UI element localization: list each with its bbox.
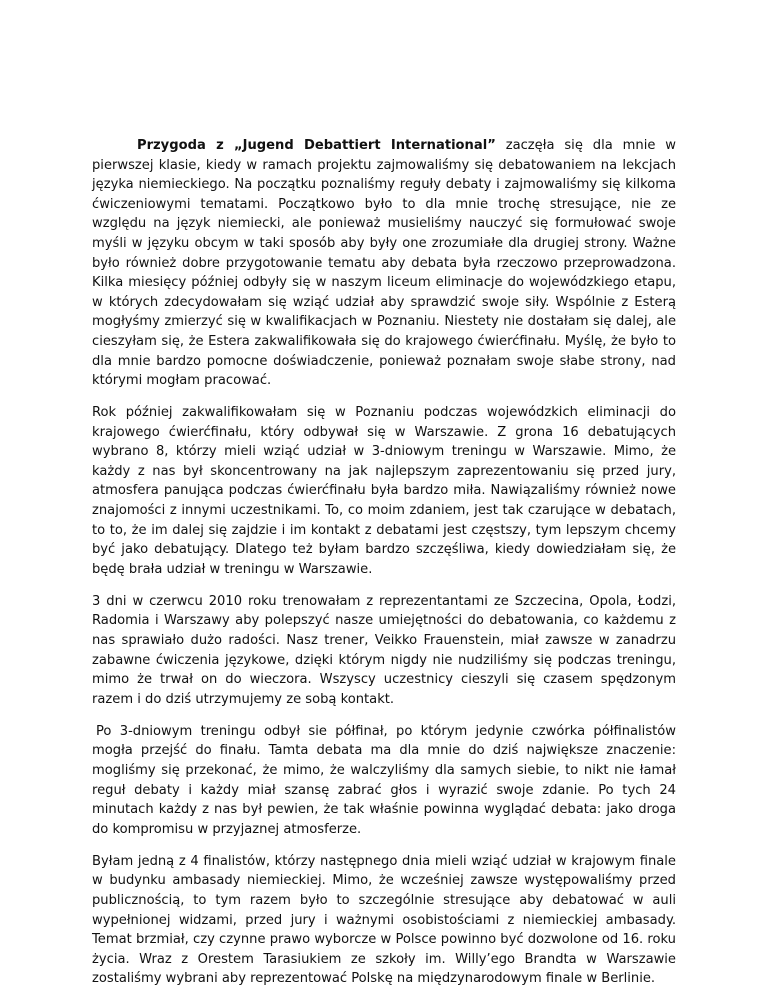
paragraph-final: Byłam jedną z 4 finalistów, którzy następnego dnia mieli wziąć udział w krajowym finale w budynku ambasady niemieckiej. Mimo, że wcześniej zawsze występowaliśmy przed publicznością, to tym razem było to szczególnie stresujące aby debatować w auli wypełnionej widzami, przed jury i ważnymi osobistościami z niemieckiej ambasady. Temat brzmiał, czy czynne prawo wyborcze w Polsce powinno być dozwolone od 16. roku życia. Wraz z Orestem Tarasiukiem ze szkoły im. Willy’ego Brandta w Warszawie zostaliśmy wybrani aby reprezentować Polskę na międzynarodowym finale w Berlinie. <box>92 853 676 987</box>
paragraph-intro-text: zaczęła się dla mnie w pierwszej klasie, kiedy w ramach projektu zajmowaliśmy się debatowaniem na lekcjach języka niemieckiego. Na początku poznaliśmy reguły debaty i zajmowaliśmy się kilkoma ćwiczeniowymi tematami. Początkowo było to dla mnie trochę stresujące, nie ze względu na język niemiecki, ale ponieważ musieliśmy nauczyć się formułować swoje myśli w języku obcym w taki sposób aby były one zrozumiałe dla drugiej strony. Ważne było również dobre przygotowanie tematu aby debata była rzeczowo przeprowadzona. Kilka miesięcy później odbyły się w naszym liceum eliminacje do wojewódzkiego etapu, w których zdecydowałam się wziąć udział aby sprawdzić swoje siły. Wspólnie z Esterą mogłyśmy zmierzyć się w kwalifikacjach w Poznaniu. Niestety nie dostałam się dalej, ale cieszyłam się, że Estera zakwalifikowała się do krajowego ćwierćfinału. Myślę, że było to dla mnie bardzo pomocne doświadczenie, ponieważ poznałam swoje słabe strony, nad którymi mogłam pracować. <box>92 138 676 389</box>
paragraph-training: 3 dni w czerwcu 2010 roku trenowałam z reprezentantami ze Szczecina, Opola, Łodzi, Radomia i Warszawy aby polepszyć nasze umiejętności do debatowania, co każdemu z nas sprawiało dużo radości. Nasz trener, Veikko Frauenstein, miał zawsze w zanadrzu zabawne ćwiczenia językowe, dzięki którym nigdy nie nudziliśmy się podczas treningu, mimo że trwał on do wieczora. Wszyscy uczestnicy cieszyli się czasem spędzonym razem i do dziś utrzymujemy ze sobą kontakt. <box>92 593 676 707</box>
paragraph-semifinal: Po 3-dniowym treningu odbył sie półfinał, po którym jedynie czwórka półfinalistów mogła przejść do finału. Tamta debata ma dla mnie do dziś największe znaczenie: mogliśmy się przekonać, że mimo, że walczyliśmy dla samych siebie, to nikt nie łamał reguł debaty i każdy miał szansę zabrać głos i wyrazić swoje zdanie. Po tych 24 minutach każdy z nas był pewien, że tak właśnie powinna wyglądać debata: jako droga do kompromisu w przyjaznej atmosferze. <box>92 723 676 837</box>
paragraph-intro <box>92 136 676 391</box>
paragraph-intro-lead: Przygoda z „Jugend Debattiert International” <box>137 138 496 153</box>
paragraph-quarterfinal: Rok później zakwalifikowałam się w Poznaniu podczas wojewódzkich eliminacji do krajowego ćwierćfinału, który odbywał się w Warszawie. Z grona 16 debatujących wybrano 8, którzy mieli wziąć udział w 3-dniowym treningu w Warszawie. Mimo, że każdy z nas był skoncentrowany na jak najlepszym zaprezentowaniu się przed jury, atmosfera panująca podczas ćwierćfinału była bardzo miła. Nawiązaliśmy również nowe znajomości z innymi uczestnikami. To, co moim zdaniem, jest tak czarujące w debatach, to to, że im dalej się zajdzie i im kontakt z debatami jest częstszy, tym lepszym chcemy być jako debatujący. Dlatego też byłam bardzo szczęśliwa, kiedy dowiedziałam się, że będę brała udział w treningu w Warszawie. <box>92 405 676 577</box>
document-body <box>92 136 676 1001</box>
